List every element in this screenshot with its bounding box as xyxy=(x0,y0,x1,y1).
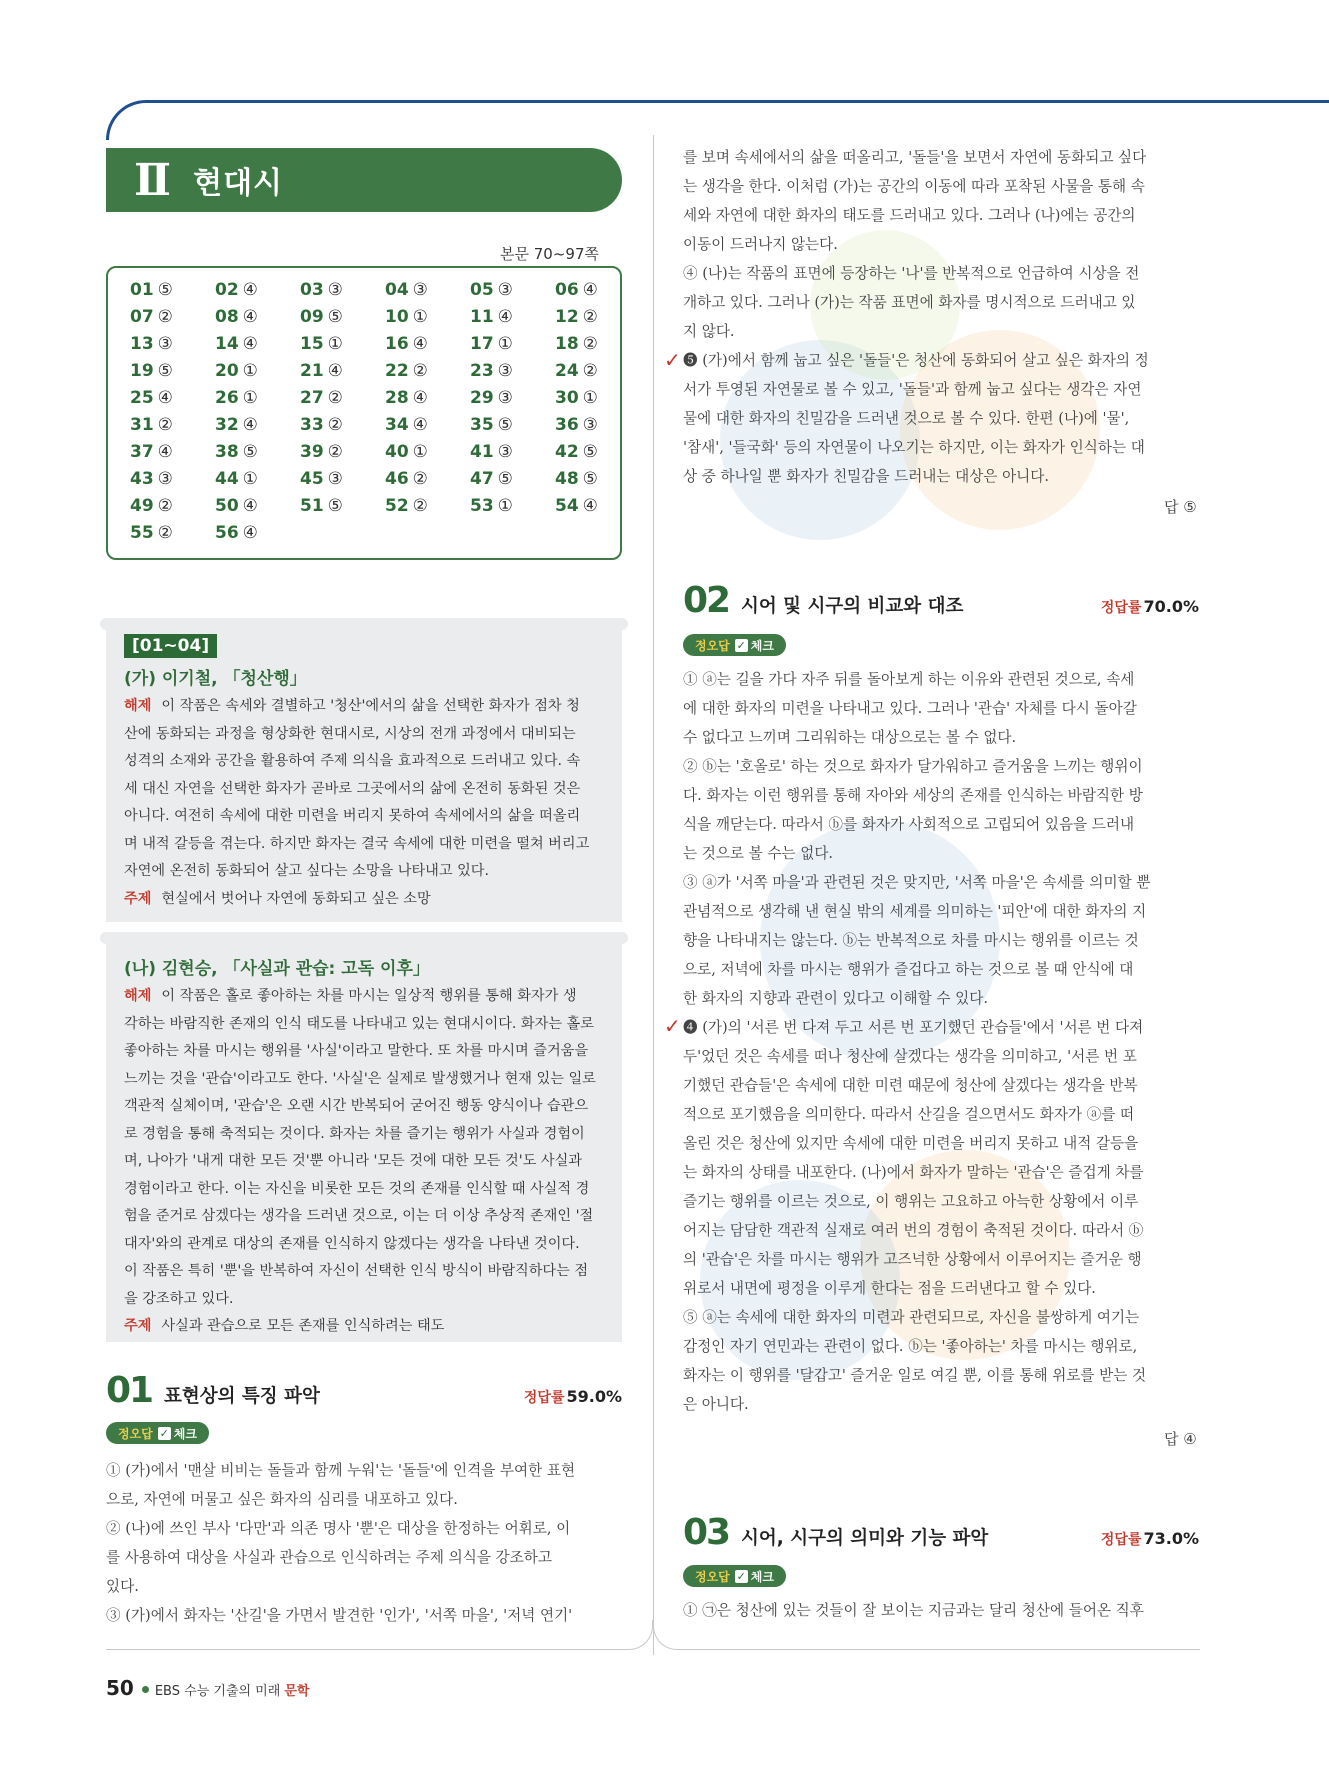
answer-key-choice: ② xyxy=(412,469,428,489)
explanation-line: 화자는 이 행위를 '달갑고' 즐거운 일로 여길 뿐, 이를 통해 위로를 받는 것 xyxy=(683,1367,1147,1384)
explanation-line: 으로, 자연에 머물고 싶은 화자의 심리를 내포하고 있다. xyxy=(106,1491,458,1508)
question-number: 03 xyxy=(683,1512,730,1553)
answer-key-item xyxy=(555,361,640,383)
answer-key-choice: ③ xyxy=(157,469,173,489)
answer-key-question: 56 xyxy=(215,523,239,543)
answer-key-choice: ④ xyxy=(412,334,428,354)
answer-key-question: 06 xyxy=(555,280,579,300)
explanation-line: 어지는 담담한 객관적 실재로 여러 번의 경험이 축적된 것이다. 따라서 ⓑ xyxy=(683,1222,1144,1239)
answer-key-choice: ④ xyxy=(582,496,598,516)
answer-key-choice: ④ xyxy=(412,415,428,435)
answer-key-question: 48 xyxy=(555,469,579,489)
passage-b-haeje-line: 대자'와의 관계로 대상의 존재를 인식하지 않겠다는 생각을 나타낸 것이다. xyxy=(124,1235,580,1252)
answer-key-question: 43 xyxy=(130,469,154,489)
answer-key-choice: ③ xyxy=(497,442,513,462)
answer-key-item xyxy=(470,280,555,302)
section-title: 현대시 xyxy=(193,166,284,201)
passage-b-juje: 사실과 관습으로 모든 존재를 인식하려는 태도 xyxy=(161,1318,445,1334)
answer-key-choice: ② xyxy=(582,361,598,381)
answer-key-choice: ⑤ xyxy=(582,442,598,462)
page-range: 본문 70~97쪽 xyxy=(500,245,599,263)
answer-key-question: 11 xyxy=(470,307,494,327)
answer-key-item xyxy=(215,496,300,518)
explanation-line: 개하고 있다. 그러나 (가)는 작품 표면에 화자를 명시적으로 드러내고 있 xyxy=(683,294,1136,311)
page-footer xyxy=(106,1676,309,1700)
correct-rate-value: 70.0% xyxy=(1143,597,1199,616)
answer-key-item xyxy=(215,415,300,437)
correct-rate-label: 정답률 xyxy=(1100,600,1142,616)
answer-key-question: 36 xyxy=(555,415,579,435)
passage-b-haeje-line: 좋아하는 차를 마시는 행위를 '사실'이라고 말한다. 또 차를 마시며 즐거움을 xyxy=(124,1043,589,1059)
answer-key-choice: ① xyxy=(327,334,343,354)
answer-key-item xyxy=(215,361,300,383)
answer-key-item xyxy=(385,307,470,329)
answer-key-choice: ④ xyxy=(242,415,258,435)
passage-b-haeje-line: 객관적 실체이며, '관습'은 오랜 시간 반복되어 굳어진 행동 양식이나 습관으 xyxy=(124,1098,589,1114)
passage-a-box xyxy=(106,624,622,922)
explanation-line: 두'었던 것은 속세를 떠나 청산에 살겠다는 생각을 의미하고, '서른 번 포 xyxy=(683,1048,1137,1065)
haeje-label: 해제 xyxy=(124,988,152,1004)
answer-key-choice: ④ xyxy=(327,361,343,381)
answer-key-item xyxy=(555,442,640,464)
answer-key-item xyxy=(385,415,470,437)
explanation-line: 올린 것은 청산에 있지만 속세에 대한 미련을 버리지 못하고 내적 갈등을 xyxy=(683,1135,1139,1152)
answer-key-item xyxy=(215,523,300,545)
explanation-line: 다. 화자는 이런 행위를 통해 자아와 세상의 존재를 인식하는 바람직한 방 xyxy=(683,787,1143,804)
passage-b-haeje-line: 이 작품은 홀로 좋아하는 차를 마시는 일상적 행위를 통해 화자가 생 xyxy=(161,988,577,1004)
explanation-line: ❺ (가)에서 함께 눕고 싶은 '돌들'은 청산에 동화되어 살고 싶은 화자의 정 xyxy=(683,352,1149,369)
answer-key-question: 17 xyxy=(470,334,494,354)
correct-rate xyxy=(1101,1529,1199,1549)
answer-key-question: 54 xyxy=(555,496,579,516)
answer-key-item xyxy=(470,496,555,518)
check-tag-text: 체크 xyxy=(750,1569,774,1584)
correct-rate-label: 정답률 xyxy=(1100,1532,1142,1548)
answer-key-item xyxy=(555,469,640,491)
passage-b-box xyxy=(106,938,622,1342)
answer-key-choice: ④ xyxy=(157,388,173,408)
explanation-line: 식을 깨닫는다. 따라서 ⓑ를 화자가 사회적으로 고립되어 있음을 드러내 xyxy=(683,816,1135,833)
check-tag xyxy=(106,1422,209,1444)
answer-key-item xyxy=(130,496,215,518)
explanation-line: 의 '관습'은 차를 마시는 행위가 고즈넉한 상황에서 이루어지는 즐거운 행 xyxy=(683,1251,1142,1268)
correct-rate-label: 정답률 xyxy=(523,1390,565,1406)
answer-key-question: 38 xyxy=(215,442,239,462)
answer-key-choice: ① xyxy=(412,307,428,327)
answer-key-question: 32 xyxy=(215,415,239,435)
explanation-line: 위로서 내면에 평정을 이루게 한다는 점을 드러낸다고 할 수 있다. xyxy=(683,1280,1096,1297)
answer-key-choice: ④ xyxy=(242,523,258,543)
check-tag-label: 정오답 xyxy=(695,638,730,653)
answer-key-item xyxy=(555,388,640,410)
answer-key-item xyxy=(300,469,385,491)
answer-key-question: 19 xyxy=(130,361,154,381)
checkbox-icon: ✓ xyxy=(159,1426,169,1440)
explanation-line: 지 않다. xyxy=(683,323,735,340)
answer-key-question: 49 xyxy=(130,496,154,516)
explanation-line: 에 대한 화자의 미련을 나타내고 있다. 그러나 '관습' 자체를 다시 돌아갈 xyxy=(683,700,1137,717)
answer-key-question: 09 xyxy=(300,307,324,327)
answer-key-choice: ④ xyxy=(412,388,428,408)
correct-rate-value: 59.0% xyxy=(566,1387,622,1406)
answer-key-item xyxy=(385,388,470,410)
juje-label: 주제 xyxy=(124,1318,152,1334)
passage-b-haeje-line: 며, 나아가 '내게 대한 모든 것'뿐 아니라 '모든 것에 대한 모든 것'도 사실과 xyxy=(124,1153,582,1169)
answer-key-question: 34 xyxy=(385,415,409,435)
explanation-line: 를 보며 속세에서의 삶을 떠올리고, '돌들'을 보면서 자연에 동화되고 싶다 xyxy=(683,149,1147,166)
answer-key-choice: ⑤ xyxy=(157,361,173,381)
answer-mark: 답 ⑤ xyxy=(1164,498,1197,516)
answer-key-question: 18 xyxy=(555,334,579,354)
passage-b-haeje-line: 느끼는 것을 '관습'이라고도 한다. '사실'은 실제로 발생했거나 현재 있는 일로 xyxy=(124,1070,596,1087)
page-number: 50 xyxy=(106,1676,134,1700)
answer-key-question: 02 xyxy=(215,280,239,300)
book-subject: 문학 xyxy=(284,1684,310,1699)
correct-rate-value: 73.0% xyxy=(1143,1529,1199,1548)
answer-key-choice: ② xyxy=(327,415,343,435)
check-tag-text: 체크 xyxy=(750,638,774,653)
answer-key-choice: ③ xyxy=(497,280,513,300)
answer-key-item xyxy=(130,415,215,437)
answer-key-question: 31 xyxy=(130,415,154,435)
answer-key-choice: ③ xyxy=(582,415,598,435)
correct-checkmark-icon: ✓ xyxy=(664,348,681,372)
answer-key-question: 08 xyxy=(215,307,239,327)
answer-key-question: 01 xyxy=(130,280,154,300)
answer-key-item xyxy=(130,469,215,491)
answer-key-question: 21 xyxy=(300,361,324,381)
explanation-line: 관념적으로 생각해 낸 현실 밖의 세계를 의미하는 '피안'에 대한 화자의 지 xyxy=(683,903,1147,920)
answer-key-question: 37 xyxy=(130,442,154,462)
answer-key-choice: ② xyxy=(157,523,173,543)
answer-key-item xyxy=(215,388,300,410)
answer-key-choice: ⑤ xyxy=(327,307,343,327)
explanation-line: ① ㉠은 청산에 있는 것들이 잘 보이는 지금과는 달리 청산에 들어온 직후 xyxy=(683,1602,1144,1619)
explanation-line: 적으로 포기했음을 의미한다. 따라서 산길을 걸으면서도 화자가 ⓐ를 떠 xyxy=(683,1106,1135,1123)
passage-b-haeje-line: 험을 준거로 삼겠다는 생각을 드러낸 것으로, 이는 더 이상 추상적 존재인 '절 xyxy=(124,1208,594,1224)
explanation-line: ① (가)에서 '맨살 비비는 돌들과 함께 누워'는 '돌들'에 인격을 부여한 표현 xyxy=(106,1462,576,1479)
answer-key-choice: ① xyxy=(497,334,513,354)
answer-key-choice: ② xyxy=(157,307,173,327)
answer-key-choice: ③ xyxy=(497,388,513,408)
question-01-header xyxy=(106,1370,622,1411)
answer-key-choice: ⑤ xyxy=(157,280,173,300)
explanation-line: 물에 대한 화자의 친밀감을 드러낸 것으로 볼 수 있다. 한편 (나)에 '물', xyxy=(683,410,1130,427)
passage-a-haeje-line: 며 내적 갈등을 겪는다. 하지만 화자는 결국 속세에 대한 미련을 떨쳐 버리고 xyxy=(124,835,590,852)
question-number: 01 xyxy=(106,1370,153,1411)
answer-key-choice: ② xyxy=(582,334,598,354)
answer-mark: 답 ④ xyxy=(1164,1430,1197,1448)
answer-key-choice: ④ xyxy=(242,280,258,300)
check-tag-label: 정오답 xyxy=(695,1569,730,1584)
answer-key-question: 39 xyxy=(300,442,324,462)
answer-key-item xyxy=(555,496,640,518)
answer-key-item xyxy=(215,334,300,356)
answer-key-choice: ⑤ xyxy=(582,469,598,489)
answer-key-question: 26 xyxy=(215,388,239,408)
answer-key-question: 50 xyxy=(215,496,239,516)
passage-b-haeje-line: 이 작품은 특히 '뿐'을 반복하여 자신이 선택한 인식 방식이 바람직하다는 점 xyxy=(124,1263,589,1279)
passage-a-title: (가) 이기철, 「청산행」 xyxy=(124,669,307,689)
answer-key-choice: ⑤ xyxy=(242,442,258,462)
passage-b-title: (나) 김현승, 「사실과 관습: 고독 이후」 xyxy=(124,959,430,979)
passage-a-haeje-line: 이 작품은 속세와 결별하고 '청산'에서의 삶을 선택한 화자가 점차 청 xyxy=(161,698,580,714)
explanation-line: 는 생각을 한다. 이처럼 (가)는 공간의 이동에 따라 포착된 사물을 통해 속 xyxy=(683,178,1145,195)
explanation-line: ❹ (가)의 '서른 번 다져 두고 서른 번 포기했던 관습들'에서 '서른 번 다져 xyxy=(683,1019,1144,1036)
answer-key-question: 23 xyxy=(470,361,494,381)
answer-key-question: 28 xyxy=(385,388,409,408)
explanation-line: ② ⓑ는 '호올로' 하는 것으로 화자가 달가워하고 즐거움을 느끼는 행위이 xyxy=(683,758,1143,775)
juje-label: 주제 xyxy=(124,890,152,907)
answer-key-item xyxy=(385,361,470,383)
answer-key-question: 25 xyxy=(130,388,154,408)
explanation-line: 서가 투영된 자연물로 볼 수 있고, '돌들'과 함께 눕고 싶다는 생각은 자연 xyxy=(683,381,1142,398)
haeje-label: 해제 xyxy=(124,698,152,714)
answer-grid xyxy=(130,280,620,545)
explanation-line: ④ (나)는 작품의 표면에 등장하는 '나'를 반복적으로 언급하여 시상을 전 xyxy=(683,265,1140,282)
answer-key-question: 14 xyxy=(215,334,239,354)
page-top-border xyxy=(106,100,1329,140)
question-02-body xyxy=(683,665,1150,1419)
question-02-header xyxy=(683,580,1199,621)
answer-key-choice: ③ xyxy=(327,469,343,489)
answer-key-item xyxy=(385,469,470,491)
answer-key-item xyxy=(130,442,215,464)
question-title: 표현상의 특징 파악 xyxy=(164,1386,320,1407)
answer-key-item xyxy=(130,523,215,545)
answer-key-choice: ④ xyxy=(497,307,513,327)
correct-rate xyxy=(1101,597,1199,617)
answer-key-question: 16 xyxy=(385,334,409,354)
answer-key-item xyxy=(300,496,385,518)
explanation-line: 향을 나타내지는 않는다. ⓑ는 반복적으로 차를 마시는 행위를 이르는 것 xyxy=(683,932,1139,949)
answer-key-item xyxy=(385,496,470,518)
answer-key-choice: ④ xyxy=(242,307,258,327)
answer-key-question: 20 xyxy=(215,361,239,381)
answer-key-item xyxy=(555,280,640,302)
answer-key-item xyxy=(300,280,385,302)
passage-a-haeje-line: 세 대신 자연을 선택한 화자가 곧바로 그곳에서의 삶에 온전히 동화된 것은 xyxy=(124,780,581,797)
explanation-line: 즐기는 행위를 이르는 것으로, 이 행위는 고요하고 아늑한 상황에서 이루 xyxy=(683,1193,1139,1210)
answer-key-choice: ② xyxy=(327,388,343,408)
answer-key-choice: ③ xyxy=(412,280,428,300)
answer-key-choice: ① xyxy=(242,388,258,408)
answer-key-box xyxy=(106,266,622,560)
answer-key-question: 44 xyxy=(215,469,239,489)
answer-key-question: 10 xyxy=(385,307,409,327)
answer-key-item xyxy=(130,280,215,302)
answer-key-item xyxy=(470,334,555,356)
passage-b-haeje-line: 경험이라고 한다. 이는 자신을 비롯한 모든 것의 존재를 인식할 때 사실적 경 xyxy=(124,1180,590,1197)
explanation-line: 는 것으로 볼 수는 없다. xyxy=(683,845,834,862)
answer-key-item xyxy=(130,307,215,329)
answer-key-item xyxy=(130,334,215,356)
answer-key-item xyxy=(215,442,300,464)
answer-key-item xyxy=(555,307,640,329)
passage-b-haeje-line: 을 강조하고 있다. xyxy=(124,1290,234,1307)
check-tag xyxy=(683,634,786,656)
answer-key-question: 45 xyxy=(300,469,324,489)
answer-key-choice: ③ xyxy=(327,280,343,300)
question-number: 02 xyxy=(683,580,730,621)
explanation-line: ③ (가)에서 화자는 '산길'을 가면서 발견한 '인가', '서쪽 마을', '저녁 연기' xyxy=(106,1607,573,1624)
answer-key-question: 22 xyxy=(385,361,409,381)
answer-key-choice: ③ xyxy=(497,361,513,381)
answer-key-item xyxy=(300,442,385,464)
passage-box-notch xyxy=(100,618,628,630)
answer-key-choice: ④ xyxy=(582,280,598,300)
answer-key-question: 55 xyxy=(130,523,154,543)
answer-key-item xyxy=(385,334,470,356)
answer-key-question: 27 xyxy=(300,388,324,408)
answer-key-choice: ④ xyxy=(242,334,258,354)
book-series: EBS 수능 기출의 미래 xyxy=(154,1684,281,1699)
correct-rate xyxy=(524,1387,622,1407)
answer-key-question: 46 xyxy=(385,469,409,489)
correct-checkmark-icon: ✓ xyxy=(664,1014,681,1038)
answer-key-choice: ① xyxy=(242,469,258,489)
explanation-line: 상 중 하나일 뿐 화자가 친밀감을 드러내는 대상은 아니다. xyxy=(683,468,1049,485)
answer-key-item xyxy=(300,307,385,329)
answer-key-item xyxy=(385,280,470,302)
explanation-line: ① ⓐ는 길을 가다 자주 뒤를 돌아보게 하는 이유와 관련된 것으로, 속세 xyxy=(683,671,1135,688)
explanation-line: 세와 자연에 대한 화자의 태도를 드러내고 있다. 그러나 (나)에는 공간의 xyxy=(683,207,1136,224)
answer-key-choice: ⑤ xyxy=(327,496,343,516)
check-tag-label: 정오답 xyxy=(118,1426,153,1441)
answer-key-choice: ② xyxy=(412,496,428,516)
answer-key-item xyxy=(130,361,215,383)
answer-key-item xyxy=(300,361,385,383)
passage-box-notch xyxy=(100,932,628,944)
answer-key-choice: ① xyxy=(582,388,598,408)
question-03-body xyxy=(683,1596,1144,1625)
answer-key-choice: ⑤ xyxy=(497,415,513,435)
answer-key-item xyxy=(470,415,555,437)
answer-key-item xyxy=(555,334,640,356)
answer-key-item xyxy=(130,388,215,410)
answer-key-choice: ① xyxy=(412,442,428,462)
column-divider xyxy=(653,135,654,1655)
answer-key-choice: ② xyxy=(157,496,173,516)
answer-key-question: 05 xyxy=(470,280,494,300)
checkbox-icon: ✓ xyxy=(736,1569,746,1583)
bullet-icon xyxy=(142,1686,149,1693)
explanation-line: 감정인 자기 연민과는 관련이 없다. ⓑ는 '좋아하는' 차를 마시는 행위로, xyxy=(683,1338,1138,1355)
answer-key-item xyxy=(385,442,470,464)
answer-key-question: 51 xyxy=(300,496,324,516)
answer-key-choice: ② xyxy=(327,442,343,462)
explanation-line: '참새', '들국화' 등의 자연물이 나오기는 하지만, 이는 화자가 인식하는 대 xyxy=(683,439,1145,456)
question-01-body xyxy=(106,1456,575,1630)
answer-key-choice: ① xyxy=(242,361,258,381)
answer-key-question: 41 xyxy=(470,442,494,462)
check-tag-text: 체크 xyxy=(173,1426,197,1441)
answer-key-choice: ③ xyxy=(157,334,173,354)
explanation-line: ⑤ ⓐ는 속세에 대한 화자의 미련과 관련되므로, 자신을 불쌍하게 여기는 xyxy=(683,1309,1140,1326)
answer-key-question: 42 xyxy=(555,442,579,462)
answer-key-item xyxy=(300,415,385,437)
answer-key-question: 04 xyxy=(385,280,409,300)
explanation-line: 수 없다고 느끼며 그리워하는 대상으로는 볼 수 없다. xyxy=(683,729,1017,746)
answer-key-choice: ② xyxy=(582,307,598,327)
question-title: 시어 및 시구의 비교와 대조 xyxy=(741,596,964,617)
explanation-line: 으로, 저녁에 차를 마시는 행위가 즐겁다고 하는 것으로 볼 때 안식에 대 xyxy=(683,961,1134,978)
answer-key-choice: ① xyxy=(497,496,513,516)
answer-key-item xyxy=(215,307,300,329)
answer-key-question: 07 xyxy=(130,307,154,327)
passage-a-haeje-line: 성격의 소재와 공간을 활용하여 주제 의식을 효과적으로 드러내고 있다. 속 xyxy=(124,753,581,769)
answer-key-item xyxy=(470,442,555,464)
explanation-line: 를 사용하여 대상을 사실과 관습으로 인식하려는 주제 의식을 강조하고 xyxy=(106,1549,552,1566)
answer-key-question: 29 xyxy=(470,388,494,408)
explanation-line: 는 화자의 상태를 내포한다. (나)에서 화자가 말하는 '관습'은 즐겁게 차를 xyxy=(683,1164,1144,1181)
passage-a-haeje-line: 아니다. 여전히 속세에 대한 미련을 버리지 못하여 속세에서의 삶을 떠올리 xyxy=(124,808,581,824)
answer-key-item xyxy=(215,469,300,491)
answer-key-item xyxy=(470,469,555,491)
explanation-line: ② (나)에 쓰인 부사 '다만'과 의존 명사 '뿐'은 대상을 한정하는 어휘로, 이 xyxy=(106,1520,571,1537)
answer-key-item xyxy=(300,334,385,356)
explanation-line: 은 아니다. xyxy=(683,1396,749,1413)
question-title: 시어, 시구의 의미와 기능 파악 xyxy=(741,1528,989,1549)
answer-key-question: 03 xyxy=(300,280,324,300)
passage-b-haeje-line: 각하는 바람직한 존재의 인식 태도를 나타내고 있는 현대시이다. 화자는 홀로 xyxy=(124,1015,594,1032)
answer-key-choice: ② xyxy=(157,415,173,435)
question-range-tag: [01~04] xyxy=(124,634,217,658)
answer-key-choice: ④ xyxy=(157,442,173,462)
answer-key-question: 40 xyxy=(385,442,409,462)
passage-b-haeje-line: 로 경험을 통해 축적되는 것이다. 화자는 차를 즐기는 행위가 사실과 경험이 xyxy=(124,1125,585,1142)
answer-key-item xyxy=(470,388,555,410)
explanation-line: 한 화자의 지향과 관련이 있다고 이해할 수 있다. xyxy=(683,990,988,1007)
answer-key-question: 15 xyxy=(300,334,324,354)
checkbox-icon: ✓ xyxy=(736,638,746,652)
explanation-line: ③ ⓐ가 '서쪽 마을'과 관련된 것은 맞지만, '서쪽 마을'은 속세를 의미할 뿐 xyxy=(683,874,1151,891)
check-tag xyxy=(683,1565,786,1587)
answer-key-question: 35 xyxy=(470,415,494,435)
answer-key-question: 24 xyxy=(555,361,579,381)
answer-key-question: 13 xyxy=(130,334,154,354)
question-03-header xyxy=(683,1512,1199,1553)
question-01-continued xyxy=(683,143,1149,491)
answer-key-question: 53 xyxy=(470,496,494,516)
answer-key-item xyxy=(300,388,385,410)
answer-key-question: 33 xyxy=(300,415,324,435)
answer-key-question: 47 xyxy=(470,469,494,489)
passage-a-haeje-line: 산에 동화되는 과정을 형상화한 현대시로, 시상의 전개 과정에서 대비되는 xyxy=(124,725,576,742)
answer-key-item xyxy=(215,280,300,302)
passage-a-haeje-line: 자연에 온전히 동화되어 살고 싶다는 소망을 나타내고 있다. xyxy=(124,863,490,879)
explanation-line: 이동이 드러나지 않는다. xyxy=(683,236,838,253)
section-banner xyxy=(106,148,622,212)
answer-key-item xyxy=(555,415,640,437)
answer-key-item xyxy=(470,361,555,383)
explanation-line: 있다. xyxy=(106,1578,139,1595)
answer-key-item xyxy=(470,307,555,329)
section-numeral: Ⅱ xyxy=(134,154,172,206)
answer-key-choice: ② xyxy=(412,361,428,381)
passage-a-juje: 현실에서 벗어나 자연에 동화되고 싶은 소망 xyxy=(161,890,431,907)
answer-key-choice: ④ xyxy=(242,496,258,516)
explanation-line: 기했던 관습들'은 속세에 대한 미련 때문에 청산에 살겠다는 생각을 반복 xyxy=(683,1077,1138,1094)
answer-key-choice: ⑤ xyxy=(497,469,513,489)
answer-key-question: 12 xyxy=(555,307,579,327)
answer-key-question: 52 xyxy=(385,496,409,516)
answer-key-question: 30 xyxy=(555,388,579,408)
